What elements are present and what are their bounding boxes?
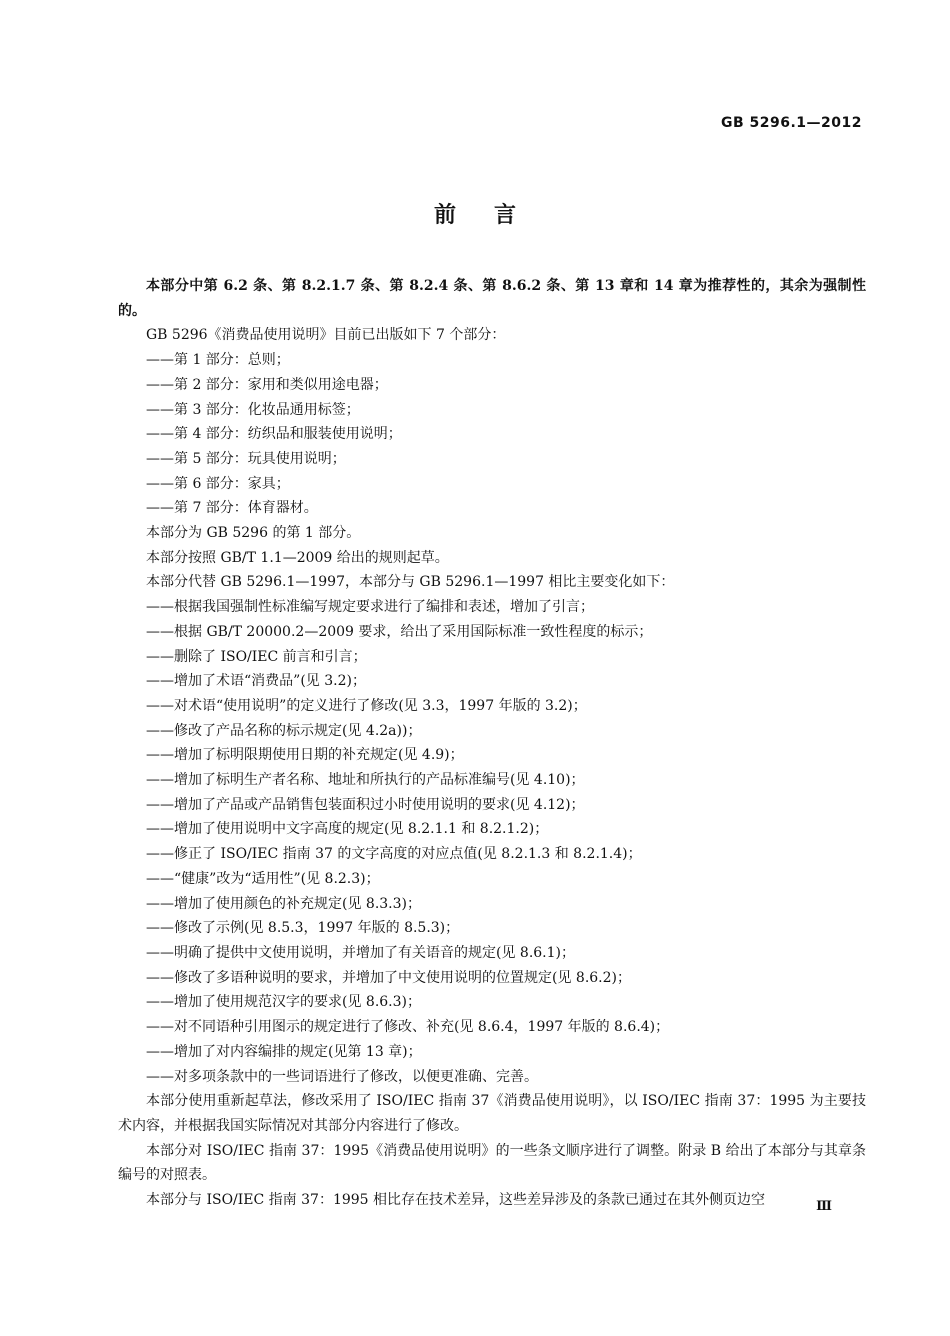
list-item: ——增加了术语“消费品”(见 3.2)；	[146, 673, 366, 690]
page-title: 前言	[433, 203, 554, 228]
list-item: ——第 6 部分：家具；	[146, 475, 290, 492]
replaces-statement: 本部分代替 GB 5296.1—1997，本部分与 GB 5296.1—1997 相比主要变化如下：	[146, 574, 675, 591]
list-item: ——删除了 ISO/IEC 前言和引言；	[146, 648, 367, 665]
list-item: ——增加了使用颜色的补充规定(见 8.3.3)；	[146, 895, 421, 912]
list-item: ——根据 GB/T 20000.2—2009 要求，给出了采用国际标准一致性程度的标示；	[146, 623, 653, 640]
list-item: ——增加了使用说明中文字高度的规定(见 8.2.1.1 和 8.2.1.2)；	[146, 821, 549, 838]
list-item: ——增加了产品或产品销售包装面积过小时使用说明的要求(见 4.12)；	[146, 796, 585, 813]
standard-code: GB 5296.1—2012	[720, 115, 862, 131]
page-number: Ⅲ	[816, 1199, 832, 1214]
list-item: ——第 4 部分：纺织品和服装使用说明；	[146, 426, 402, 443]
list-item: ——增加了标明限期使用日期的补充规定(见 4.9)；	[146, 747, 464, 764]
list-item: ——增加了标明生产者名称、地址和所执行的产品标准编号(见 4.10)；	[146, 772, 585, 789]
recommended-clauses-note: 本部分中第 6.2 条、第 8.2.1.7 条、第 8.2.4 条、第 8.6.2 条、第 13 章和 14 章为推荐性的，其余为强制性的。	[118, 278, 866, 319]
list-item: ——修改了产品名称的标示规定(见 4.2a))；	[146, 722, 422, 739]
technical-differences-paragraph: 本部分与 ISO/IEC 指南 37：1995 相比存在技术差异，这些差异涉及的条款已通过在其外侧页边空	[146, 1192, 766, 1209]
list-item: ——修改了多语种说明的要求，并增加了中文使用说明的位置规定(见 8.6.2)；	[146, 969, 631, 986]
list-item: ——“健康”改为“适用性”(见 8.2.3)；	[146, 870, 380, 887]
list-item: ——第 2 部分：家用和类似用途电器；	[146, 376, 388, 393]
list-item: ——第 7 部分：体育器材。	[146, 500, 318, 517]
list-item: ——根据我国强制性标准编写规定要求进行了编排和表述，增加了引言；	[146, 599, 594, 616]
list-item: ——第 5 部分：玩具使用说明；	[146, 450, 346, 467]
list-item: ——第 1 部分：总则；	[146, 352, 290, 369]
list-item: ——对术语“使用说明”的定义进行了修改(见 3.3，1997 年版的 3.2)；	[146, 697, 587, 714]
parts-intro: GB 5296《消费品使用说明》目前已出版如下 7 个部分：	[146, 327, 506, 344]
list-item: ——增加了对内容编排的规定(见第 13 章)；	[146, 1043, 422, 1060]
parts-list	[118, 348, 866, 521]
list-item: ——第 3 部分：化妆品通用标签；	[146, 401, 360, 418]
list-item: ——对多项条款中的一些词语进行了修改，以便更准确、完善。	[146, 1068, 538, 1085]
changes-list	[118, 595, 866, 1089]
list-item: ——修改了示例(见 8.5.3，1997 年版的 8.5.3)；	[146, 920, 460, 937]
list-item: ——修正了 ISO/IEC 指南 37 的文字高度的对应点值(见 8.2.1.3 和 8.2.1.4)；	[146, 846, 642, 863]
list-item: ——明确了提供中文使用说明，并增加了有关语音的规定(见 8.6.1)；	[146, 944, 575, 961]
foreword-body	[118, 274, 866, 1213]
drafting-rules-statement: 本部分按照 GB/T 1.1—2009 给出的规则起草。	[146, 549, 449, 566]
list-item: ——增加了使用规范汉字的要求(见 8.6.3)；	[146, 994, 421, 1011]
part-of-statement: 本部分为 GB 5296 的第 1 部分。	[146, 525, 361, 542]
list-item: ——对不同语种引用图示的规定进行了修改、补充(见 8.6.4，1997 年版的 8.6.4)；	[146, 1019, 670, 1036]
adoption-method-paragraph: 本部分使用重新起草法，修改采用了 ISO/IEC 指南 37《消费品使用说明》，以 ISO/IEC 指南 37：1995 为主要技术内容，并根据我国实际情况对其部分内容进行了修改。	[118, 1093, 866, 1134]
clause-order-paragraph: 本部分对 ISO/IEC 指南 37：1995《消费品使用说明》的一些条文顺序进行了调整。附录 B 给出了本部分与其章条编号的对照表。	[118, 1142, 866, 1184]
